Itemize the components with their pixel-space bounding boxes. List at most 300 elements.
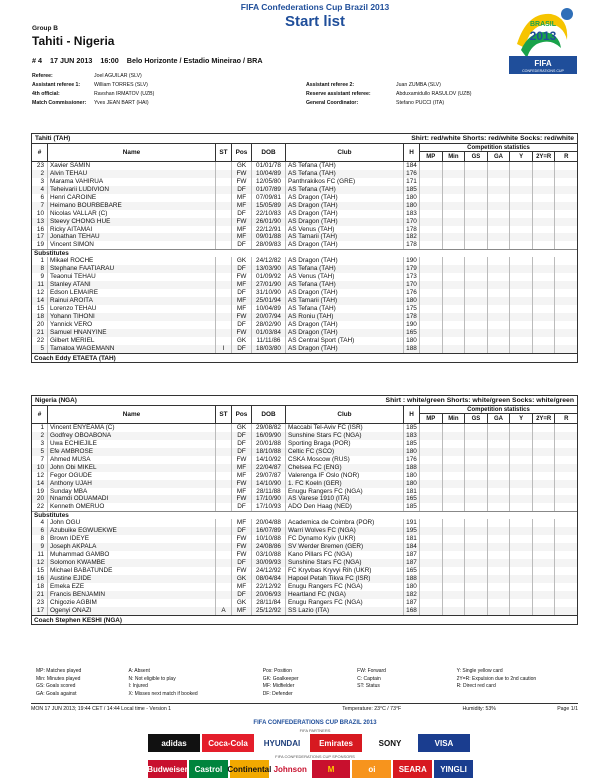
stat-cell xyxy=(510,345,533,353)
stat-cell xyxy=(420,305,443,313)
player-number: 14 xyxy=(32,297,48,305)
player-height: 170 xyxy=(404,218,420,226)
player-height: 181 xyxy=(404,535,420,543)
starter-row xyxy=(32,194,577,202)
stat-cell xyxy=(465,297,488,305)
stat-cell xyxy=(443,337,466,345)
stat-cell xyxy=(533,440,556,448)
player-club: Celtic FC (SCO) xyxy=(286,448,404,456)
stat-cell xyxy=(465,329,488,337)
player-number: 12 xyxy=(32,559,48,567)
player-position: DF xyxy=(232,241,252,249)
stat-cell xyxy=(443,567,466,575)
substitute-row xyxy=(32,535,577,543)
player-position: GK xyxy=(232,575,252,583)
stat-cell xyxy=(488,289,511,297)
stat-cell xyxy=(443,488,466,496)
stat-cell xyxy=(443,297,466,305)
stat-cell xyxy=(510,472,533,480)
player-club: AS Tamarii (TAH) xyxy=(286,297,404,305)
stat-cell xyxy=(443,480,466,488)
stat-cell xyxy=(420,559,443,567)
stat-cell xyxy=(465,162,488,170)
player-position: DF xyxy=(232,591,252,599)
stat-cell xyxy=(420,218,443,226)
stat-cell xyxy=(510,591,533,599)
stat-cell xyxy=(420,488,443,496)
player-club: AS Venus (TAH) xyxy=(286,226,404,234)
player-height: 178 xyxy=(404,313,420,321)
stat-cell xyxy=(488,241,511,249)
stat-cell xyxy=(488,178,511,186)
stat-cell xyxy=(420,345,443,353)
stat-cell xyxy=(555,313,577,321)
match-number: # 4 xyxy=(32,56,42,65)
player-position: MF xyxy=(232,233,252,241)
stat-cell xyxy=(420,495,443,503)
stat-col-y: Y xyxy=(510,152,533,161)
stat-cell xyxy=(555,424,577,432)
player-number: 4 xyxy=(32,186,48,194)
stat-cell xyxy=(443,432,466,440)
legend-item: X: Misses next match if booked xyxy=(128,690,198,697)
stat-cell xyxy=(555,472,577,480)
player-dob: 28/02/90 xyxy=(252,321,286,329)
player-name: Steevy CHONG HUE xyxy=(48,218,216,226)
player-number: 7 xyxy=(32,456,48,464)
stat-cell xyxy=(510,583,533,591)
stat-cell xyxy=(510,273,533,281)
stat-cell xyxy=(443,281,466,289)
stat-cell xyxy=(420,178,443,186)
stat-cell xyxy=(443,321,466,329)
stat-cell xyxy=(488,265,511,273)
starter-row xyxy=(32,241,577,249)
sponsor-emirates: Emirates xyxy=(310,734,362,752)
stat-cell xyxy=(533,345,556,353)
team-name: Tahiti (TAH) xyxy=(35,135,71,142)
stat-cell xyxy=(533,599,556,607)
player-status xyxy=(216,567,232,575)
stat-cell xyxy=(555,567,577,575)
stat-cell xyxy=(510,162,533,170)
player-name: Edson LEMAIRE xyxy=(48,289,216,297)
stat-cell xyxy=(443,186,466,194)
stat-cell xyxy=(555,583,577,591)
stat-cell xyxy=(443,543,466,551)
player-club: AS Central Sport (TAH) xyxy=(286,337,404,345)
stat-col-mp: MP xyxy=(420,414,443,423)
stat-cell xyxy=(533,575,556,583)
official-name: Joel AGUILAR (SLV) xyxy=(94,73,142,79)
player-name: Joseph AKPALA xyxy=(48,543,216,551)
stat-cell xyxy=(443,575,466,583)
stat-cell xyxy=(510,186,533,194)
player-status xyxy=(216,448,232,456)
logo-fifa: FIFA xyxy=(534,59,552,68)
match-time: 16:00 xyxy=(100,56,119,65)
stat-cell xyxy=(555,273,577,281)
player-number: 17 xyxy=(32,233,48,241)
player-name: Mikael ROCHE xyxy=(48,257,216,265)
player-name: Rainui AROITA xyxy=(48,297,216,305)
stat-cell xyxy=(420,226,443,234)
player-height: 184 xyxy=(404,543,420,551)
stat-cell xyxy=(443,178,466,186)
player-position: FW xyxy=(232,170,252,178)
legend-item: N: Not eligible to play xyxy=(128,675,176,682)
legend-item: C: Captain xyxy=(357,675,381,682)
player-club: AS Dragon (TAH) xyxy=(286,241,404,249)
stat-cell xyxy=(533,503,556,511)
player-club: Valerenga IF Oslo (NOR) xyxy=(286,472,404,480)
sponsors-title: FIFA CONFEDERATIONS CUP BRAZIL 2013 xyxy=(253,720,377,726)
stat-cell xyxy=(443,241,466,249)
player-club: AS Varese 1910 (ITA) xyxy=(286,495,404,503)
col-club: Club xyxy=(286,406,404,423)
stat-cell xyxy=(465,218,488,226)
player-club: AS Tefana (TAH) xyxy=(286,162,404,170)
stat-cell xyxy=(533,543,556,551)
player-height: 180 xyxy=(404,472,420,480)
player-dob: 13/03/90 xyxy=(252,265,286,273)
stat-col-2yr: 2Y=R xyxy=(533,414,556,423)
player-dob: 25/12/92 xyxy=(252,607,286,615)
player-status xyxy=(216,591,232,599)
stat-cell xyxy=(555,575,577,583)
stat-cell xyxy=(555,551,577,559)
stat-cell xyxy=(533,424,556,432)
player-status xyxy=(216,424,232,432)
player-dob: 30/09/93 xyxy=(252,559,286,567)
stat-cell xyxy=(533,233,556,241)
player-position: DF xyxy=(232,321,252,329)
substitute-row xyxy=(32,591,577,599)
column-header xyxy=(32,406,577,424)
player-dob: 12/05/80 xyxy=(252,178,286,186)
substitute-row xyxy=(32,543,577,551)
player-club: Heartland FC (NGA) xyxy=(286,591,404,599)
official-row xyxy=(306,81,472,90)
player-dob: 10/04/89 xyxy=(252,170,286,178)
stat-col-ga: GA xyxy=(488,152,511,161)
player-name: Teaonui TEHAU xyxy=(48,273,216,281)
player-height: 182 xyxy=(404,233,420,241)
player-status: A xyxy=(216,607,232,615)
sponsor-seara: SEARA xyxy=(393,760,432,778)
stat-cell xyxy=(488,321,511,329)
player-number: 4 xyxy=(32,519,48,527)
team-header xyxy=(32,134,577,144)
starter-row xyxy=(32,186,577,194)
stat-cell xyxy=(533,495,556,503)
stat-cell xyxy=(555,281,577,289)
stat-cell xyxy=(533,567,556,575)
player-dob: 16/07/89 xyxy=(252,527,286,535)
player-height: 180 xyxy=(404,583,420,591)
stat-cell xyxy=(488,583,511,591)
stat-cell xyxy=(533,194,556,202)
stat-cell xyxy=(533,456,556,464)
stat-cell xyxy=(420,337,443,345)
stat-cell xyxy=(443,527,466,535)
stat-cell xyxy=(488,202,511,210)
stat-cell xyxy=(420,527,443,535)
player-name: Lorenzo TEHAU xyxy=(48,305,216,313)
player-club: 1. FC Koeln (GER) xyxy=(286,480,404,488)
stat-cell xyxy=(533,472,556,480)
player-club: AS Dragon (TAH) xyxy=(286,202,404,210)
player-name: Yannick VERO xyxy=(48,321,216,329)
stat-cell xyxy=(465,178,488,186)
official-name: Stefano PUCCI (ITA) xyxy=(396,100,445,106)
stat-cell xyxy=(555,432,577,440)
stat-cell xyxy=(488,432,511,440)
player-dob: 03/10/88 xyxy=(252,551,286,559)
player-number: 9 xyxy=(32,273,48,281)
player-number: 23 xyxy=(32,162,48,170)
official-row xyxy=(32,72,154,81)
player-height: 183 xyxy=(404,432,420,440)
player-status xyxy=(216,241,232,249)
stat-cell xyxy=(488,472,511,480)
player-position: DF xyxy=(232,345,252,353)
stat-cell xyxy=(465,432,488,440)
stat-cell xyxy=(555,241,577,249)
match-venue: Belo Horizonte / Estadio Mineirao / BRA xyxy=(126,56,263,65)
stat-cell xyxy=(555,186,577,194)
player-height: 182 xyxy=(404,591,420,599)
player-number: 13 xyxy=(32,218,48,226)
player-status: I xyxy=(216,345,232,353)
player-status xyxy=(216,519,232,527)
player-position: MF xyxy=(232,464,252,472)
stat-cell xyxy=(510,488,533,496)
stat-cell xyxy=(555,202,577,210)
player-dob: 24/08/86 xyxy=(252,543,286,551)
col-name: Name xyxy=(48,406,216,423)
stat-cell xyxy=(465,233,488,241)
substitute-row xyxy=(32,273,577,281)
player-number: 2 xyxy=(32,432,48,440)
stat-cell xyxy=(533,178,556,186)
sponsor-adidas: adidas xyxy=(148,734,200,752)
player-height: 170 xyxy=(404,281,420,289)
competition-title: FIFA Confederations Cup Brazil 2013 xyxy=(240,2,390,12)
stat-cell xyxy=(465,194,488,202)
stat-cell xyxy=(510,313,533,321)
player-name: Xavier SAMIN xyxy=(48,162,216,170)
stat-cell xyxy=(555,321,577,329)
player-status xyxy=(216,289,232,297)
player-club: AS Dragon (TAH) xyxy=(286,218,404,226)
legend-item xyxy=(457,691,556,699)
substitute-row xyxy=(32,583,577,591)
stat-cell xyxy=(488,519,511,527)
stat-cell xyxy=(420,448,443,456)
substitute-row xyxy=(32,527,577,535)
stat-cell xyxy=(465,241,488,249)
official-row xyxy=(306,99,472,108)
player-height: 184 xyxy=(404,162,420,170)
stat-cell xyxy=(443,424,466,432)
stat-cell xyxy=(555,257,577,265)
stat-cell xyxy=(533,210,556,218)
col-stats xyxy=(420,406,577,423)
player-club: AS Tefana (TAH) xyxy=(286,170,404,178)
substitute-row xyxy=(32,519,577,527)
player-number: 23 xyxy=(32,599,48,607)
sponsor-sony: SONY xyxy=(364,734,416,752)
stat-cell xyxy=(465,480,488,488)
player-name: Azubuike EGWUEKWE xyxy=(48,527,216,535)
player-position: DF xyxy=(232,432,252,440)
official-name: Ravshan IRMATOV (UZB) xyxy=(94,91,155,97)
sponsor-johnson: Johnson xyxy=(271,760,310,778)
official-role: Assistant referee 1: xyxy=(32,82,81,88)
stat-cell xyxy=(465,313,488,321)
substitutes-label: Substitutes xyxy=(32,249,577,257)
player-number: 20 xyxy=(32,321,48,329)
legend-row xyxy=(36,676,556,684)
player-position: FW xyxy=(232,480,252,488)
player-number: 16 xyxy=(32,575,48,583)
stat-cell xyxy=(488,257,511,265)
player-name: John Obi MIKEL xyxy=(48,464,216,472)
player-status xyxy=(216,329,232,337)
legend-row xyxy=(36,683,556,691)
player-number: 17 xyxy=(32,607,48,615)
player-number: 12 xyxy=(32,472,48,480)
official-name: William TORRES (SLV) xyxy=(94,82,148,88)
stat-cell xyxy=(443,170,466,178)
stat-cell xyxy=(533,551,556,559)
stat-cell xyxy=(420,162,443,170)
stats-cols xyxy=(420,152,577,161)
stat-cell xyxy=(465,226,488,234)
stat-cell xyxy=(465,186,488,194)
player-status xyxy=(216,503,232,511)
stat-cell xyxy=(488,488,511,496)
player-height: 178 xyxy=(404,226,420,234)
legend xyxy=(36,668,556,698)
legend-item: FW: Forward xyxy=(357,668,386,674)
substitute-row xyxy=(32,257,577,265)
player-name: Vincent ENYEAMA (C) xyxy=(48,424,216,432)
player-number: 14 xyxy=(32,480,48,488)
player-dob: 01/09/92 xyxy=(252,273,286,281)
player-status xyxy=(216,178,232,186)
player-number: 15 xyxy=(32,305,48,313)
stat-cell xyxy=(420,472,443,480)
player-name: Heimano BOURBEBARE xyxy=(48,202,216,210)
player-status xyxy=(216,488,232,496)
player-name: Vincent SIMON xyxy=(48,241,216,249)
player-status xyxy=(216,480,232,488)
legend-item: GK: Goalkeeper xyxy=(262,675,299,682)
player-status xyxy=(216,273,232,281)
player-height: 176 xyxy=(404,289,420,297)
player-position: MF xyxy=(232,226,252,234)
player-club: AS Tefana (TAH) xyxy=(286,305,404,313)
player-position: MF xyxy=(232,194,252,202)
col-st: ST xyxy=(216,406,232,423)
player-status xyxy=(216,265,232,273)
stat-cell xyxy=(465,488,488,496)
stat-cell xyxy=(420,432,443,440)
player-number: 21 xyxy=(32,329,48,337)
stat-cell xyxy=(420,313,443,321)
stat-cell xyxy=(420,535,443,543)
substitute-row xyxy=(32,599,577,607)
player-dob: 14/10/90 xyxy=(252,480,286,488)
col-pos: Pos xyxy=(232,144,252,161)
player-position: MF xyxy=(232,583,252,591)
starter-row xyxy=(32,233,577,241)
player-height: 187 xyxy=(404,551,420,559)
legend-item xyxy=(357,691,456,699)
official-role: General Coordinator: xyxy=(306,100,359,106)
substitute-row xyxy=(32,281,577,289)
stat-cell xyxy=(555,448,577,456)
official-role: Referee: xyxy=(32,73,53,79)
stat-cell xyxy=(420,233,443,241)
player-number: 8 xyxy=(32,535,48,543)
player-number: 15 xyxy=(32,567,48,575)
stat-cell xyxy=(443,218,466,226)
substitutes-label: Substitutes xyxy=(32,511,577,519)
sponsor-yingli: YINGLI xyxy=(434,760,473,778)
substitute-row xyxy=(32,305,577,313)
stat-cell xyxy=(443,448,466,456)
player-position: DF xyxy=(232,186,252,194)
player-height: 191 xyxy=(404,519,420,527)
stat-cell xyxy=(420,170,443,178)
stat-cell xyxy=(443,464,466,472)
legend-item: MP: Matches played xyxy=(36,668,82,674)
player-name: Kenneth OMERUO xyxy=(48,503,216,511)
stat-cell xyxy=(488,456,511,464)
player-height: 179 xyxy=(404,265,420,273)
sponsor-hyundai: HYUNDAI xyxy=(256,734,308,752)
player-height: 181 xyxy=(404,488,420,496)
stat-cell xyxy=(510,448,533,456)
player-club: AS Tefana (TAH) xyxy=(286,265,404,273)
starter-row xyxy=(32,480,577,488)
player-dob: 16/09/90 xyxy=(252,432,286,440)
stat-cell xyxy=(510,281,533,289)
player-number: 22 xyxy=(32,503,48,511)
stat-cell xyxy=(465,281,488,289)
stat-cell xyxy=(555,503,577,511)
player-dob: 31/10/90 xyxy=(252,289,286,297)
stat-cell xyxy=(533,607,556,615)
player-dob: 07/09/81 xyxy=(252,194,286,202)
page-title: Start list xyxy=(284,13,345,30)
col-dob: DOB xyxy=(252,406,286,423)
stat-cell xyxy=(510,226,533,234)
official-role: Assistant referee 2: xyxy=(306,82,355,88)
stat-cell xyxy=(465,519,488,527)
stat-cell xyxy=(555,170,577,178)
player-status xyxy=(216,162,232,170)
player-number: 19 xyxy=(32,241,48,249)
player-height: 176 xyxy=(404,456,420,464)
stat-cell xyxy=(488,440,511,448)
stat-cell xyxy=(510,329,533,337)
player-club: Sunshine Stars FC (NGA) xyxy=(286,432,404,440)
player-status xyxy=(216,535,232,543)
